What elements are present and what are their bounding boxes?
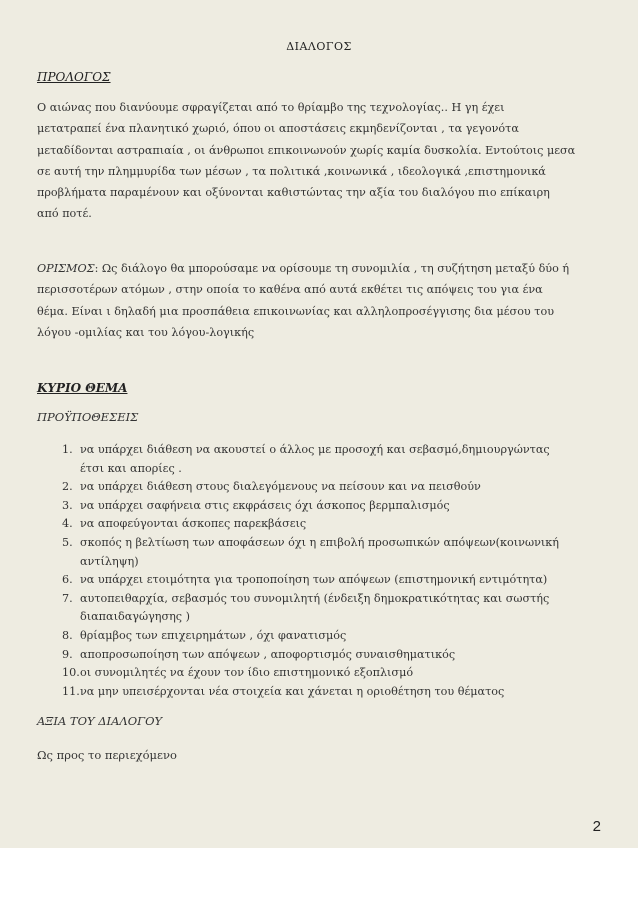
- list-number: 11.: [62, 684, 80, 698]
- list-number: 3.: [62, 498, 73, 512]
- value-heading: ΑΞΙΑ ΤΟΥ ΔΙΑΛΟΓΟΥ: [37, 714, 163, 728]
- list-number: 5.: [62, 535, 73, 549]
- list-text: θρίαμβος των επιχειρημάτων , όχι φανατισμός: [80, 628, 347, 642]
- text-line: σε αυτή την πλημμυρίδα των μέσων , τα πολιτικά ,κοινωνικά , ιδεολογικά ,επιστημονικά: [37, 164, 546, 178]
- prologue-paragraph: [37, 97, 575, 225]
- document-title: ΔΙΑΛΟΓΟΣ: [286, 40, 352, 53]
- list-line: αυτοπειθαρχία, σεβασμός του συνομιλητή (ένδειξη δημοκρατικότητας και σωστής: [80, 591, 550, 605]
- list-number: 2.: [62, 480, 73, 494]
- text-line: [37, 258, 569, 279]
- text-line: προβλήματα παραμένουν και οξύνονται καθιστώντας την αξία του διαλόγου πιο επίκαιρη: [37, 186, 550, 200]
- list-item: [62, 497, 607, 516]
- list-number: 8.: [62, 628, 73, 642]
- list-text: [80, 534, 607, 571]
- list-text: [80, 441, 607, 478]
- list-item: [62, 571, 607, 590]
- list-item: [62, 590, 607, 627]
- list-number: 9.: [62, 647, 73, 661]
- list-text: [80, 590, 607, 627]
- list-text: οι συνομιλητές να έχουν τον ίδιο επιστημονικό εξοπλισμό: [80, 666, 414, 680]
- text-line: Ο αιώνας που διανύουμε σφραγίζεται από το θρίαμβο της τεχνολογίας.. Η γη έχει: [37, 101, 505, 114]
- list-item: [62, 627, 607, 646]
- list-item: [62, 664, 607, 683]
- prologue-heading: ΠΡΟΛΟΓΟΣ: [37, 70, 111, 84]
- list-item: [62, 646, 607, 665]
- text-line: θέμα. Είναι ι δηλαδή μια προσπάθεια επικοινωνίας και αλληλοπροσέγγισης δια μέσου του: [37, 304, 555, 318]
- list-text: να υπάρχει σαφήνεια στις εκφράσεις όχι άσκοπος βερμπαλισμός: [80, 498, 450, 512]
- list-item: [62, 441, 607, 478]
- list-line: έτσι και απορίες .: [80, 461, 182, 475]
- definition-paragraph: [37, 258, 569, 343]
- list-item: [62, 683, 607, 702]
- text-line: περισσοτέρων ατόμων , στην οποία το καθένα από αυτά εκθέτει τις απόψεις του για ένα: [37, 283, 543, 297]
- list-number: 7.: [62, 591, 73, 605]
- text-line: μετατραπεί ένα πλανητικό χωριό, όπου οι αποστάσεις εκμηδενίζονται , τα γεγονότα: [37, 122, 519, 136]
- list-number: 4.: [62, 517, 73, 531]
- prerequisites-list: [62, 441, 607, 701]
- list-item: [62, 515, 607, 534]
- list-item: [62, 478, 607, 497]
- definition-text: : Ως διάλογο θα μπορούσαμε να ορίσουμε τη συνομιλία , τη συζήτηση μεταξύ δύο ή: [94, 262, 570, 275]
- list-line: να υπάρχει διάθεση να ακουστεί ο άλλος με προσοχή και σεβασμό,δημιουργώντας: [80, 443, 550, 456]
- list-number: 1.: [62, 443, 73, 456]
- list-text: να αποφεύγονται άσκοπες παρεκβάσεις: [80, 517, 307, 531]
- list-text: να υπάρχει ετοιμότητα για τροποποίηση των απόψεων (επιστημονική εντιμότητα): [80, 573, 548, 587]
- main-heading: ΚΥΡΙΟ ΘΕΜΑ: [37, 381, 128, 395]
- text-line: μεταδίδονται αστραπιαία , οι άνθρωποι επικοινωνούν χωρίς καμία δυσκολία. Εντούτοις μεσα: [37, 143, 576, 157]
- list-line: σκοπός η βελτίωση των αποφάσεων όχι η επιβολή προσωπικών απόψεων(κοινωνική: [80, 535, 559, 549]
- list-text: να μην υπεισέρχονται νέα στοιχεία και χάνεται η οριοθέτηση του θέματος: [80, 684, 505, 698]
- text-line: λόγου -ομιλίας και του λόγου-λογικής: [37, 325, 255, 339]
- definition-term: ΟΡΙΣΜΟΣ: [37, 262, 95, 275]
- value-subheading: Ως προς το περιεχόμενο: [37, 748, 177, 762]
- list-item: [62, 534, 607, 571]
- prerequisites-heading: ΠΡΟΫΠΟΘΕΣΕΙΣ: [37, 410, 139, 424]
- list-line: διαπαιδαγώγησης ): [80, 610, 190, 624]
- text-line: από ποτέ.: [37, 207, 92, 221]
- list-text: να υπάρχει διάθεση στους διαλεγόμενους να πείσουν και να πεισθούν: [80, 480, 481, 494]
- list-line: αντίληψη): [80, 554, 139, 568]
- list-number: 6.: [62, 573, 73, 587]
- list-number: 10.: [62, 666, 80, 680]
- list-text: αποπροσωποίηση των απόψεων , αποφορτισμός συναισθηματικός: [80, 647, 456, 661]
- page-number: 2: [592, 818, 601, 835]
